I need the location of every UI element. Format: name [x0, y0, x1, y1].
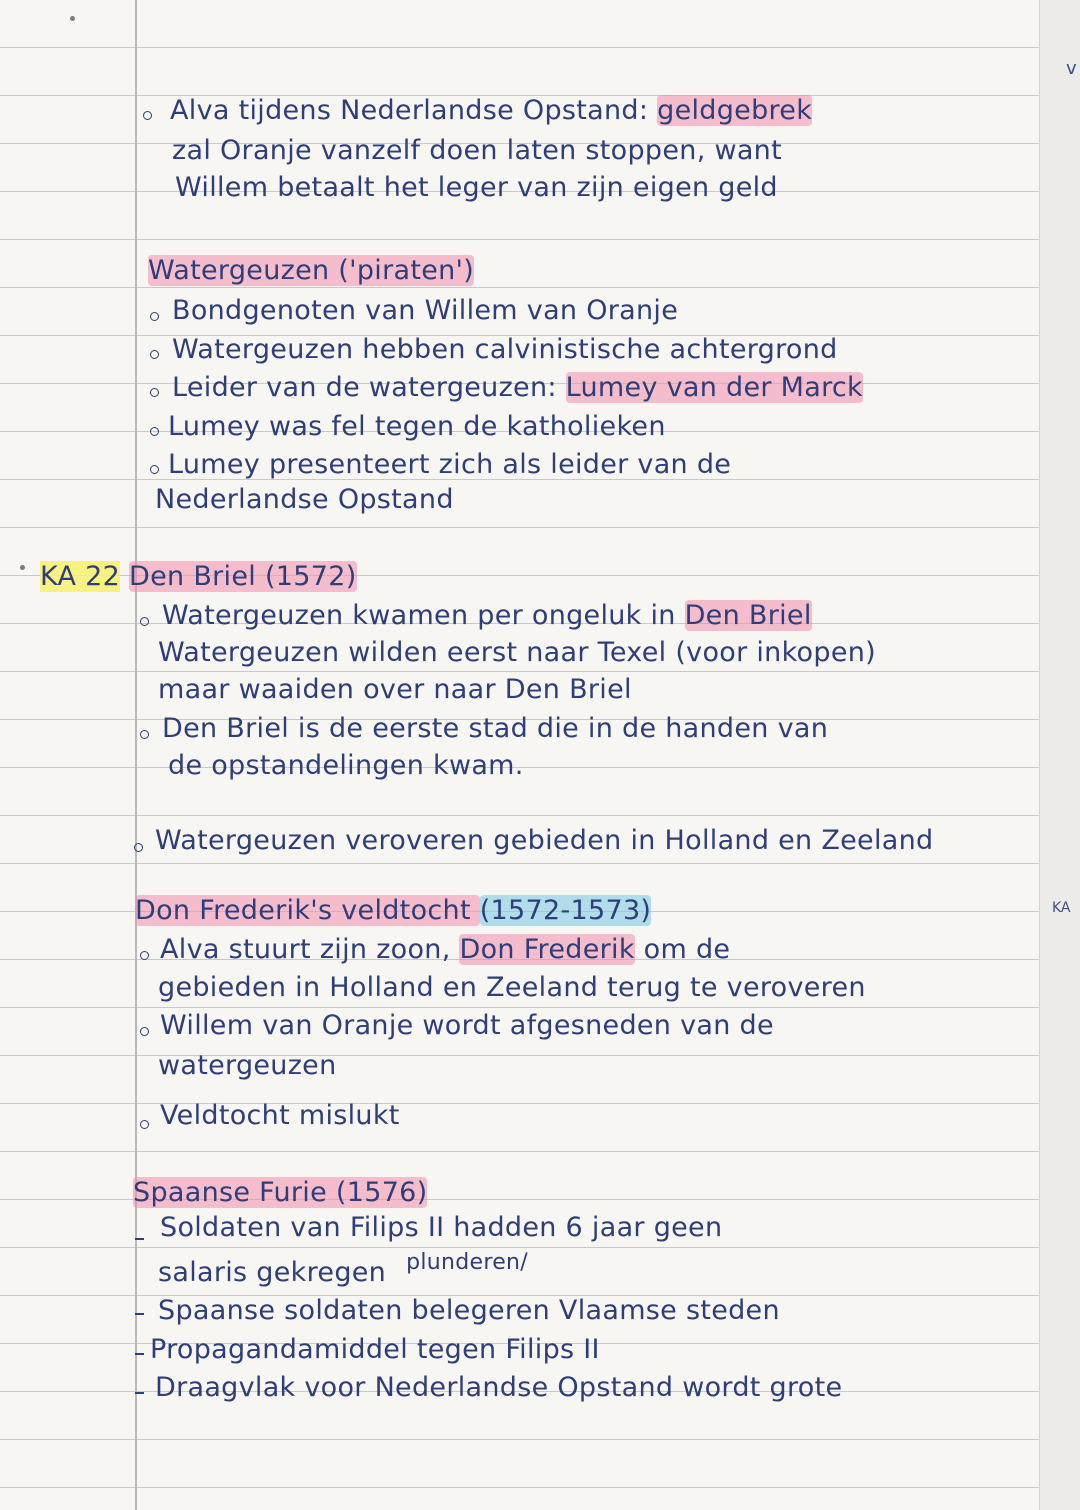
- note-line: Propagandamiddel tegen Filips II: [150, 1334, 600, 1365]
- note-line: Watergeuzen veroveren gebieden in Holland en Zeeland: [155, 825, 934, 856]
- bullet-icon: [140, 617, 149, 626]
- bullet-icon: [140, 730, 149, 739]
- section-heading: Spaanse Furie (1576): [133, 1177, 428, 1208]
- note-line: maar waaiden over naar Den Briel: [158, 674, 632, 705]
- note-line: Lumey presenteert zich als leider van de: [168, 449, 732, 480]
- note-line: Draagvlak voor Nederlandse Opstand wordt grote: [155, 1372, 843, 1403]
- note-line: de opstandelingen kwam.: [168, 750, 524, 781]
- adjacent-page-edge: [1039, 0, 1080, 1510]
- bullet-icon: [140, 1120, 149, 1129]
- section-heading: KA 22 Den Briel (1572): [40, 561, 357, 592]
- note-line: Bondgenoten van Willem van Oranje: [172, 295, 679, 326]
- note-line: gebieden in Holland en Zeeland terug te veroveren: [158, 972, 866, 1003]
- dash-icon: [135, 1238, 144, 1240]
- section-heading: Don Frederik's veldtocht (1572-1573): [135, 895, 652, 926]
- bullet-icon: [150, 465, 159, 474]
- dash-icon: [135, 1313, 144, 1315]
- bullet-icon: [150, 312, 159, 321]
- bullet-icon: [150, 350, 159, 359]
- note-line: Lumey was fel tegen de katholieken: [168, 411, 666, 442]
- note-line: Leider van de watergeuzen: Lumey van der Marck: [172, 372, 863, 403]
- note-line: zal Oranje vanzelf doen laten stoppen, want: [172, 135, 782, 166]
- bullet-icon: [143, 111, 152, 120]
- note-line: Veldtocht mislukt: [160, 1100, 400, 1131]
- note-line: Watergeuzen kwamen per ongeluk in Den Briel: [162, 600, 812, 631]
- bullet-icon: [134, 843, 143, 852]
- ink-dot: [20, 565, 25, 570]
- edge-mark: v: [1066, 58, 1077, 79]
- dash-icon: [135, 1392, 144, 1394]
- section-heading: Watergeuzen ('piraten'): [148, 255, 475, 286]
- ink-dot: [70, 16, 75, 21]
- note-line: Spaanse soldaten belegeren Vlaamse steden: [158, 1295, 780, 1326]
- bullet-icon: [140, 951, 149, 960]
- bullet-icon: [150, 388, 159, 397]
- note-line: Willem betaalt het leger van zijn eigen geld: [175, 172, 778, 203]
- edge-mark: KA: [1052, 900, 1071, 916]
- note-line: salaris gekregen $^{plunderen/}$: [158, 1250, 528, 1288]
- note-line: Den Briel is de eerste stad die in de handen van: [162, 713, 829, 744]
- note-line: Alva tijdens Nederlandse Opstand: geldgebrek: [170, 95, 813, 126]
- note-line: Watergeuzen wilden eerst naar Texel (voor inkopen): [158, 637, 876, 668]
- note-line: Willem van Oranje wordt afgesneden van de: [160, 1010, 774, 1041]
- note-line: Nederlandse Opstand: [155, 484, 454, 515]
- note-line: Watergeuzen hebben calvinistische achtergrond: [172, 334, 838, 365]
- note-line: Soldaten van Filips II hadden 6 jaar geen: [160, 1212, 723, 1243]
- bullet-icon: [140, 1027, 149, 1036]
- margin-line: [135, 0, 137, 1510]
- note-line: watergeuzen: [158, 1050, 337, 1081]
- bullet-icon: [150, 427, 159, 436]
- dash-icon: [135, 1353, 144, 1355]
- note-line: Alva stuurt zijn zoon, Don Frederik om de: [160, 934, 731, 965]
